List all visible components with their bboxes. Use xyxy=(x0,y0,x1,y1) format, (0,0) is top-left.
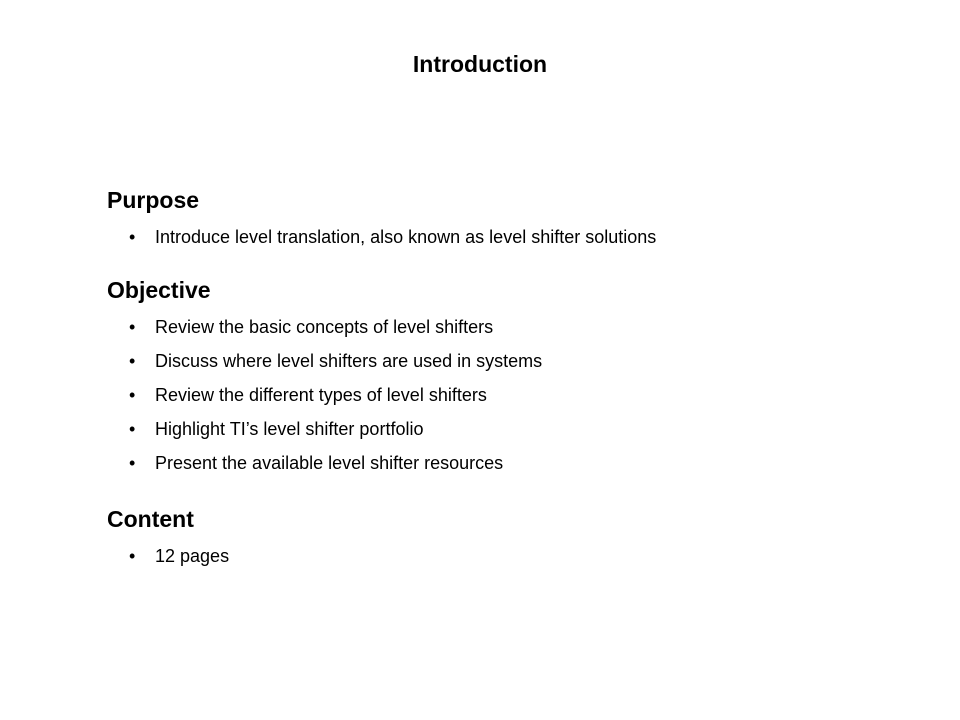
content-heading: Content xyxy=(107,506,194,532)
purpose-bullet-list xyxy=(107,220,927,254)
objective-bullet-item xyxy=(107,446,927,480)
objective-section xyxy=(107,275,927,480)
purpose-heading: Purpose xyxy=(107,187,200,213)
bullet-text: Review the basic concepts of level shifters xyxy=(155,317,494,337)
slide-title: Introduction xyxy=(412,51,548,77)
bullet-text: Review the different types of level shifters xyxy=(155,385,487,405)
objective-bullet-item xyxy=(107,344,927,378)
bullet-icon: • xyxy=(129,351,136,371)
objective-bullet-item xyxy=(107,412,927,446)
objective-bullet-list xyxy=(107,310,927,480)
bullet-text: Discuss where level shifters are used in systems xyxy=(155,351,543,371)
bullet-icon: • xyxy=(129,546,136,566)
content-bullet-list xyxy=(107,539,927,573)
objective-bullet-item xyxy=(107,378,927,412)
bullet-icon: • xyxy=(129,317,136,337)
bullet-text: 12 pages xyxy=(155,546,230,566)
content-section xyxy=(107,504,927,573)
bullet-text: Present the available level shifter resources xyxy=(155,453,504,473)
bullet-icon: • xyxy=(129,385,136,405)
content-bullet-item xyxy=(107,539,927,573)
bullet-icon: • xyxy=(129,453,136,473)
objective-bullet-item xyxy=(107,310,927,344)
purpose-section xyxy=(107,185,927,254)
bullet-text: Highlight TI’s level shifter portfolio xyxy=(155,419,424,439)
purpose-bullet-item xyxy=(107,220,927,254)
objective-heading: Objective xyxy=(107,277,211,303)
bullet-icon: • xyxy=(129,419,136,439)
bullet-text: Introduce level translation, also known as level shifter solutions xyxy=(155,227,657,247)
bullet-icon: • xyxy=(129,227,136,247)
